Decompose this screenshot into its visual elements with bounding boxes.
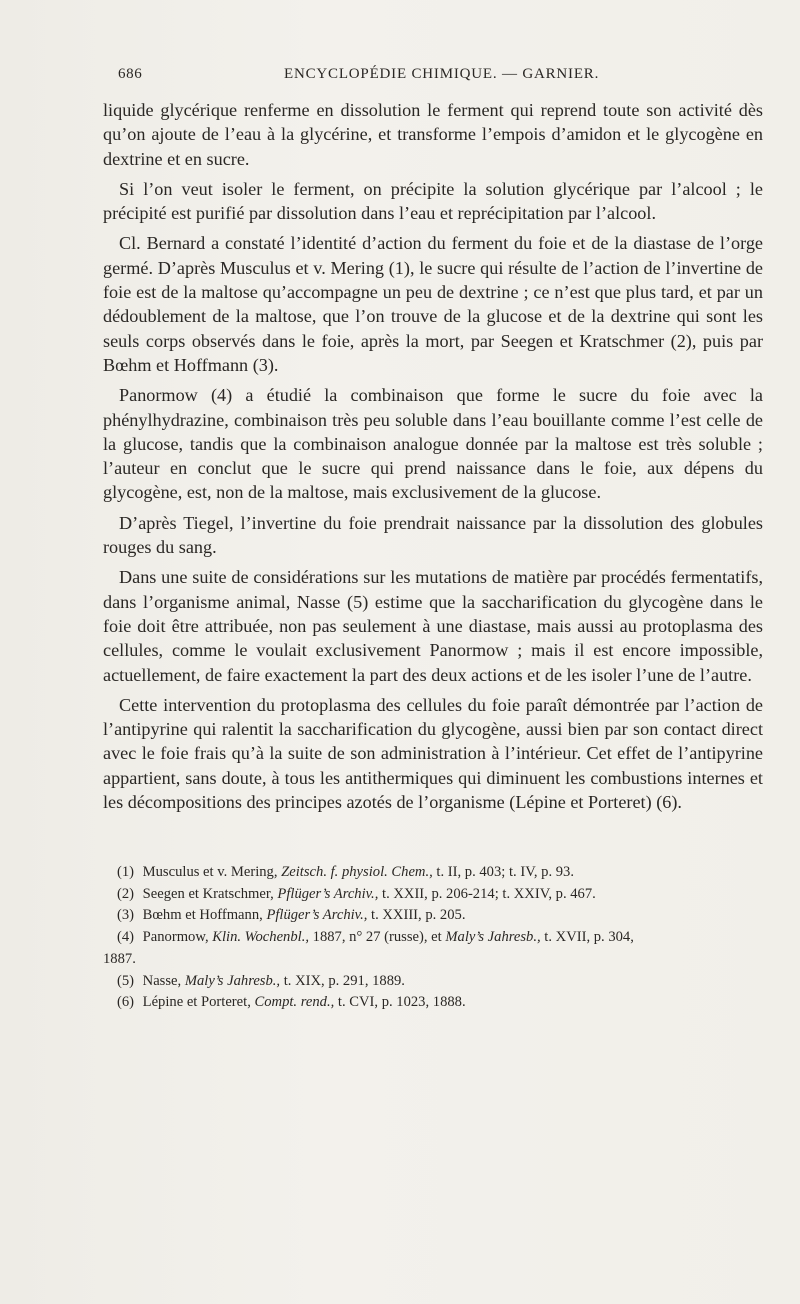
footnote-source: Maly’s Jahresb., bbox=[184, 972, 281, 989]
footnote bbox=[103, 905, 763, 927]
footnote-ref: 1887. bbox=[103, 950, 136, 967]
paragraph: liquide glycérique renferme en dissolution le ferment qui reprend toute son activité dès qu’on ajoute de l’eau à la glycérine, et transforme l’empois d’amidon et le glycogène en dextrine et en sucre. bbox=[103, 100, 763, 169]
footnote-authors: Panormow, bbox=[142, 929, 209, 946]
footnote-source: Compt. rend., bbox=[254, 994, 335, 1011]
footnote-number: (3) bbox=[117, 907, 135, 924]
footnote-number: (5) bbox=[117, 972, 135, 989]
footnote bbox=[103, 884, 763, 906]
body-text bbox=[103, 98, 763, 820]
paragraph: Dans une suite de considérations sur les mutations de matière par procédés fermentatifs, dans l’organisme animal, Nasse (5) estime que la saccharification du glycogène dans le foie doit être attribuée, non pas seulement à une diastase, mais aussi au protoplasma des cellules, comme le voulait exclusivement Panormow ; mais il est encore impossible, actuellement, de faire exactement la part des deux actions et de les isoler l’une de l’autre. bbox=[103, 567, 763, 685]
footnote-ref: t. XIX, p. 291, 1889. bbox=[283, 972, 405, 989]
footnote bbox=[103, 992, 763, 1014]
footnote-source: Maly’s Jahresb., bbox=[445, 929, 541, 946]
paragraph: Cette intervention du protoplasma des cellules du foie paraît démontrée par l’action de l’antipyrine qui ralentit la saccharification du glycogène, aussi bien par son contact direct avec le foie frais qu’à la suite de son administration à l’intérieur. Cet effet de l’antipyrine appartient, sans doute, à tous les antithermiques qui diminuent les combustions internes et les décompositions des principes azotés de l’organisme (Lépine et Porteret) (6). bbox=[103, 694, 763, 813]
footnote-authors: Seegen et Kratschmer, bbox=[142, 885, 274, 902]
footnote-ref: t. XXII, p. 206-214; t. XXIV, p. 467. bbox=[382, 885, 596, 902]
footnotes bbox=[103, 862, 763, 1014]
page-number: 686 bbox=[118, 66, 143, 82]
footnote-authors: Nasse, bbox=[142, 972, 182, 989]
footnote-ref: t. II, p. 403; t. IV, p. 93. bbox=[436, 864, 574, 880]
footnote-authors: Lépine et Porteret, bbox=[142, 994, 251, 1011]
footnote bbox=[103, 862, 763, 884]
page-header bbox=[118, 66, 778, 88]
footnote-ref: t. CVI, p. 1023, 1888. bbox=[337, 994, 466, 1011]
paragraph: Cl. Bernard a constaté l’identité d’action du ferment du foie et de la diastase de l’orge germé. D’après Musculus et v. Mering (1), le sucre qui résulte de l’action de l’invertine de foie est de la maltose qu’accompagne un peu de dextrine ; ce n’est que plus tard, et par un dédoublement de la maltose, que l’on trouve de la glucose et de la dextrine qui sont les seuls corps observés dans le foie, après la mort, par Seegen et Kratschmer (2), puis par Bœhm et Hoffmann (3). bbox=[103, 233, 763, 375]
footnote-number: (1) bbox=[117, 864, 135, 880]
footnote-authors: Bœhm et Hoffmann, bbox=[142, 907, 263, 924]
paragraph: Si l’on veut isoler le ferment, on précipite la solution glycérique par l’alcool ; le précipité est purifié par dissolution dans l’eau et reprécipitation par l’alcool. bbox=[103, 178, 763, 224]
footnote-source: Pflüger’s Archiv., bbox=[277, 885, 379, 902]
footnote-number: (2) bbox=[117, 885, 135, 902]
paragraph: D’après Tiegel, l’invertine du foie prendrait naissance par la dissolution des globules rouges du sang. bbox=[103, 512, 763, 558]
running-title: ENCYCLOPÉDIE CHIMIQUE. — GARNIER. bbox=[284, 66, 600, 82]
footnote bbox=[103, 971, 763, 993]
footnote-continuation bbox=[103, 949, 763, 971]
footnote-ref: 1887, n° 27 (russe), et bbox=[312, 929, 442, 946]
footnote-ref: t. XXIII, p. 205. bbox=[371, 907, 466, 924]
footnote-source: Zeitsch. f. physiol. Chem., bbox=[281, 864, 433, 880]
footnote-authors: Musculus et v. Mering, bbox=[142, 864, 278, 880]
paragraph: Panormow (4) a étudié la combinaison que forme le sucre du foie avec la phénylhydrazine, combinaison très peu soluble dans l’eau bouillante comme l’est celle de la glucose, tandis que la combinaison analogue donnée par la maltose est très soluble ; l’auteur en conclut que le sucre qui prend naissance dans le foie, aux dépens du glycogène, est, non de la maltose, mais exclusivement de la glucose. bbox=[103, 385, 763, 503]
footnote-source: Pflüger’s Archiv., bbox=[266, 907, 368, 924]
footnote-source: Klin. Wochenbl., bbox=[212, 929, 309, 946]
footnote-ref: t. XVII, p. 304, bbox=[544, 929, 634, 946]
footnote bbox=[103, 927, 763, 949]
footnote-number: (6) bbox=[117, 994, 135, 1011]
footnote-number: (4) bbox=[117, 929, 135, 946]
